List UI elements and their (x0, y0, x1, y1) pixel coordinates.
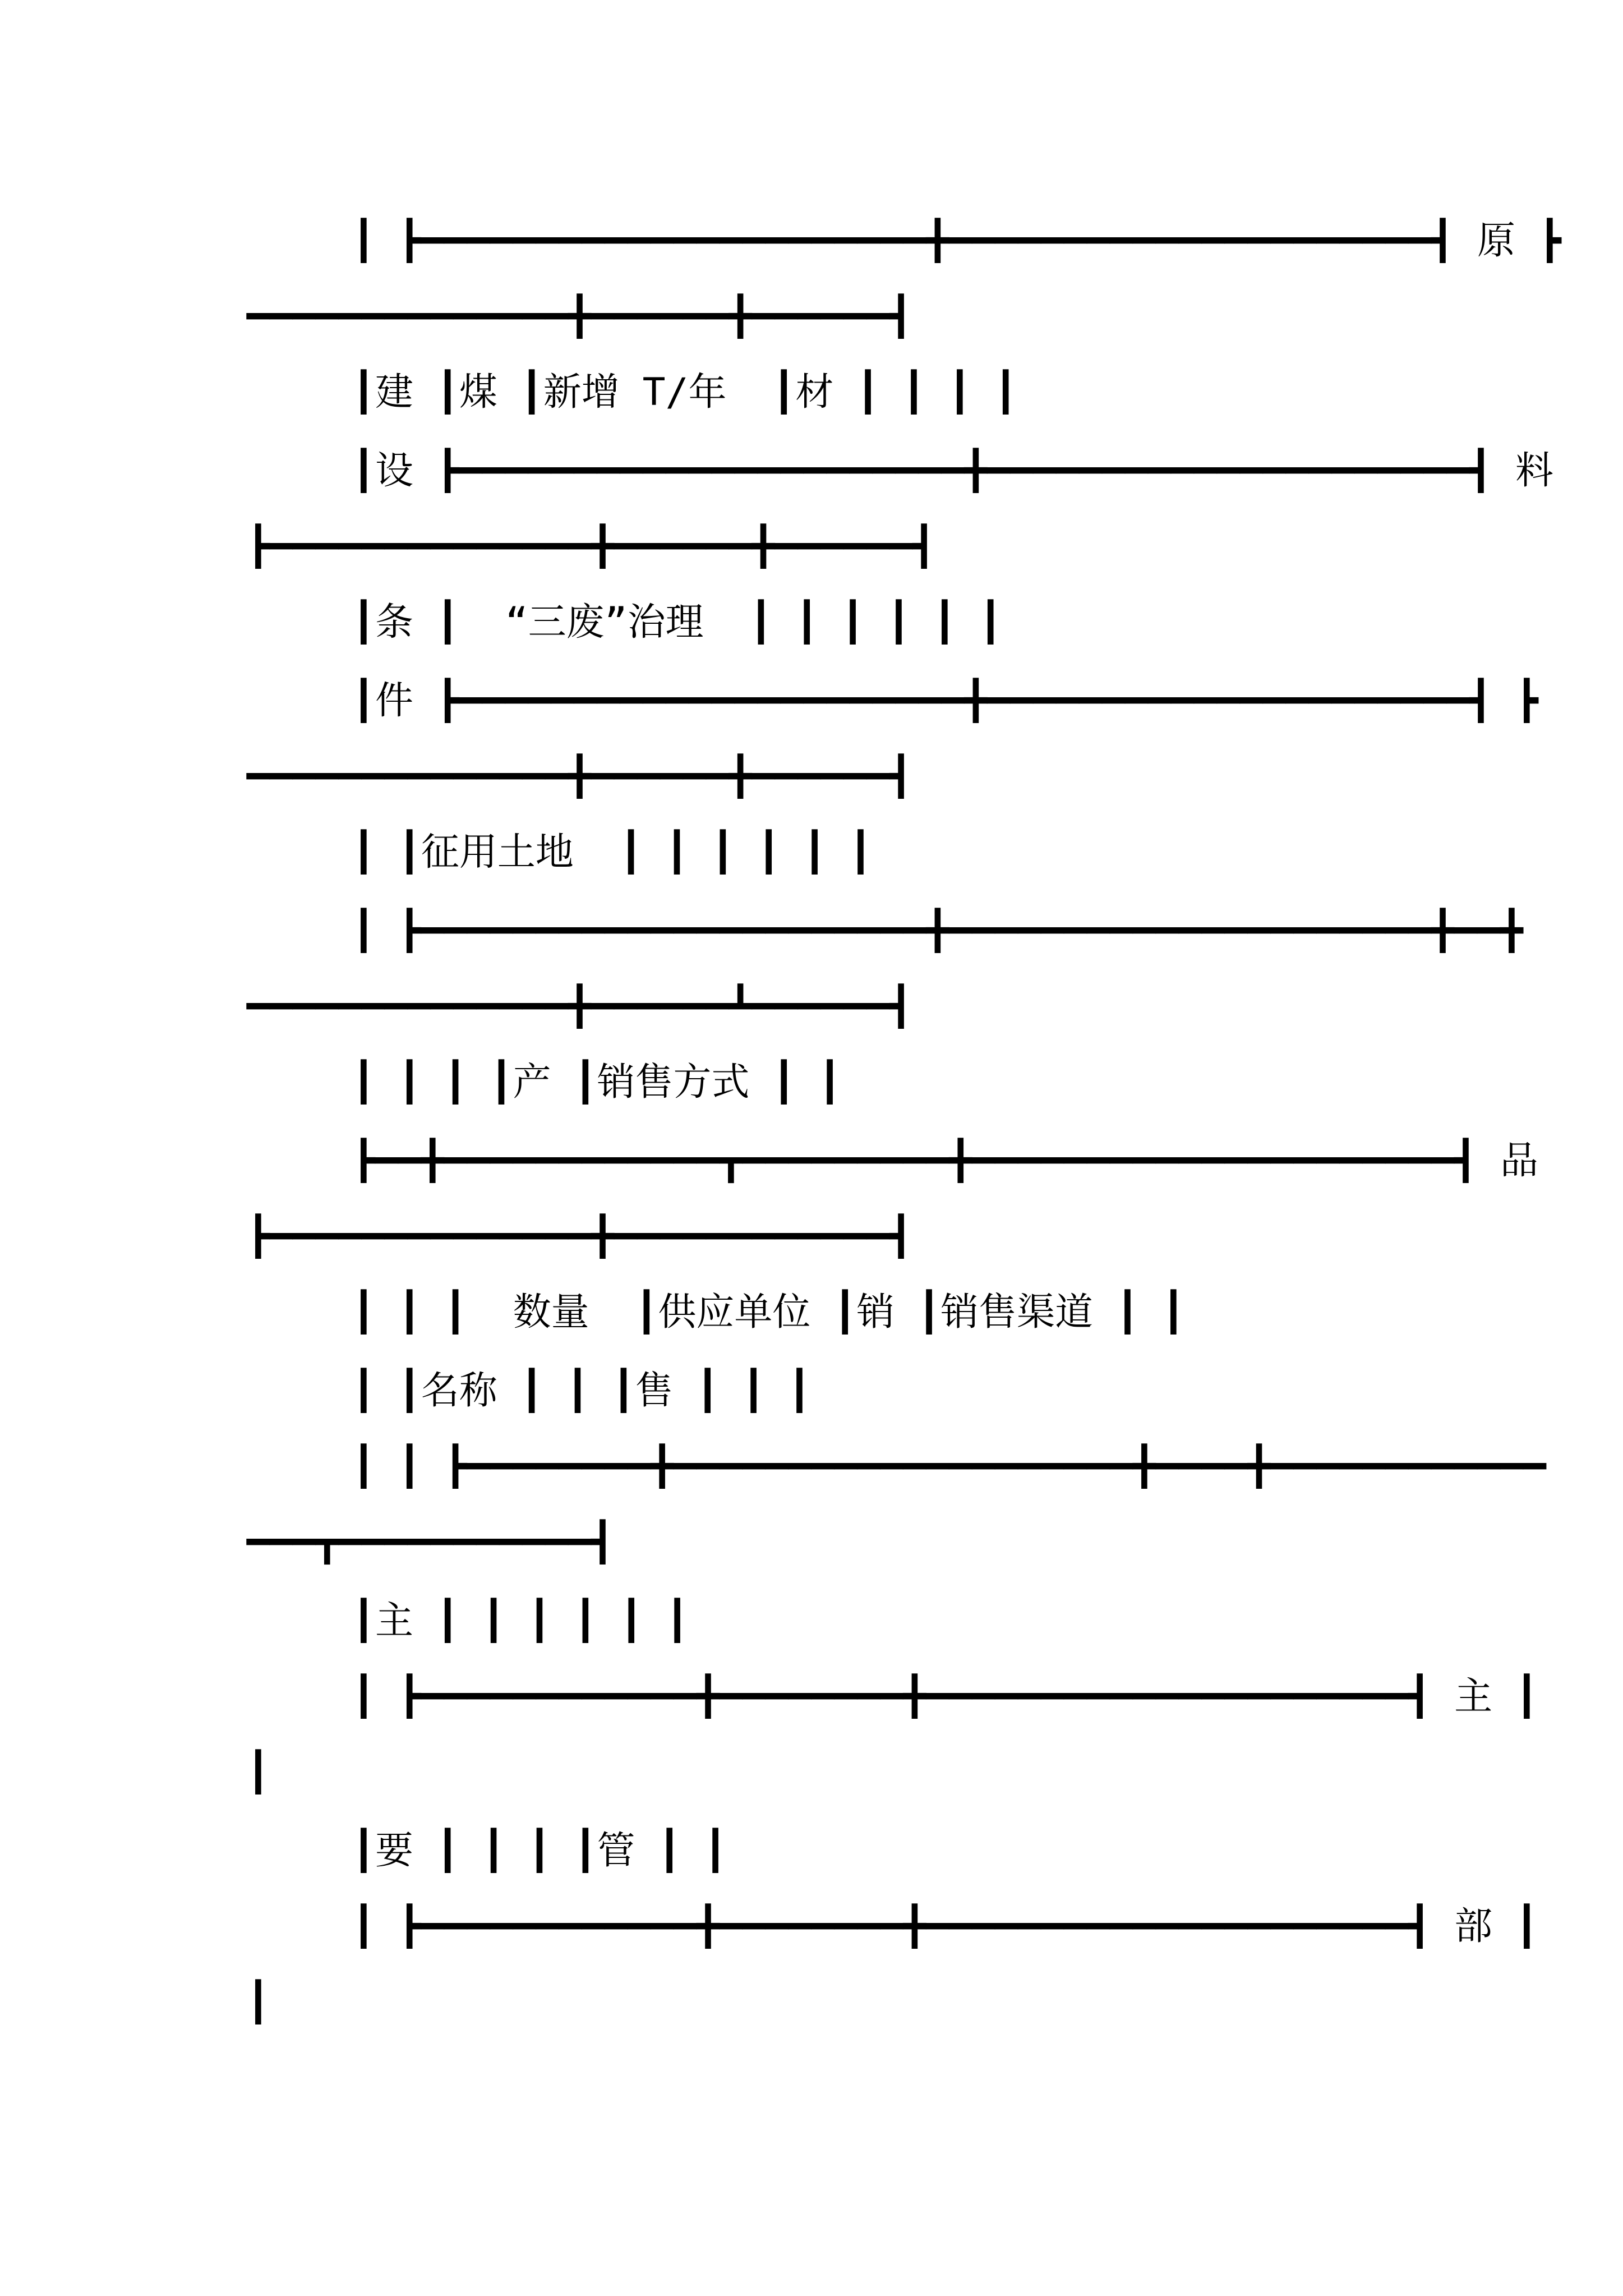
table-line-24: ┃ (247, 1980, 270, 2024)
table-line-9: ┃ ┃征用土地 ┃ ┃ ┃ ┃ ┃ ┃ (352, 830, 873, 875)
table-line-5: ┣━━━━━━━━━━━━━━╋━━━━━━╋━━━━━━┫ (247, 524, 936, 569)
table-line-6: ┃条 ┃ “三废”治理 ┃ ┃ ┃ ┃ ┃ ┃ (352, 600, 1002, 645)
table-line-4: ┃设 ┣━━━━━━━━━━━━━━━━━━━━━━╋━━━━━━━━━━━━━━━━━━━━━┫ 料 (352, 449, 1554, 493)
table-line-21: ┃ (247, 1750, 270, 1795)
table-line-14: ┣━━━━━━━━━━━━━━╋━━━━━━━━━━━━┫ (247, 1214, 913, 1259)
table-line-19: ┃主 ┃ ┃ ┃ ┃ ┃ ┃ (352, 1599, 689, 1643)
table-line-18: ━━━┳━━━━━━━━━━━┫ (247, 1520, 615, 1565)
table-line-11: ━━━━━━━━━━━━━━╋━━━━━━┻━━━━━━┫ (247, 984, 913, 1029)
table-line-22: ┃要 ┃ ┃ ┃ ┃管 ┃ ┃ (352, 1829, 727, 1873)
table-line-1: ┃ ┣━━━━━━━━━━━━━━━━━━━━━━╋━━━━━━━━━━━━━━━━━━━━━┫ 原 ┣ (352, 219, 1561, 263)
table-line-10: ┃ ┣━━━━━━━━━━━━━━━━━━━━━━╋━━━━━━━━━━━━━━━━━━━━━╋━━╋ (352, 909, 1523, 953)
table-line-8: ━━━━━━━━━━━━━━╋━━━━━━╋━━━━━━┫ (247, 754, 913, 799)
table-line-13: ┣━━╋━━━━━━━━━━━━┳━━━━━━━━━╋━━━━━━━━━━━━━━━━━━━━━┫ 品 (352, 1139, 1538, 1183)
table-line-3: ┃建 ┃煤 ┃新增 T/年 ┃材 ┃ ┃ ┃ ┃ (352, 370, 1017, 415)
table-line-17: ┃ ┃ ┣━━━━━━━━╋━━━━━━━━━━━━━━━━━━━━╋━━━━╋━━━━━━━━━━━━ (352, 1444, 1546, 1489)
table-line-15: ┃ ┃ ┃ 数量 ┃供应单位 ┃销 ┃销售渠道 ┃ ┃ (352, 1290, 1185, 1335)
table-line-16: ┃ ┃名称 ┃ ┃ ┃售 ┃ ┃ ┃ (352, 1369, 811, 1413)
table-line-2: ━━━━━━━━━━━━━━╋━━━━━━╋━━━━━━┫ (247, 295, 913, 339)
table-line-20: ┃ ┣━━━━━━━━━━━━╋━━━━━━━━╋━━━━━━━━━━━━━━━━━━━━━┫ 主 ┃ (352, 1674, 1538, 1719)
table-line-23: ┃ ┣━━━━━━━━━━━━╋━━━━━━━━╋━━━━━━━━━━━━━━━━━━━━━┫ 部 ┃ (352, 1904, 1538, 1949)
table-line-12: ┃ ┃ ┃ ┃产 ┃销售方式 ┃ ┃ (352, 1060, 842, 1105)
table-line-7: ┃件 ┣━━━━━━━━━━━━━━━━━━━━━━╋━━━━━━━━━━━━━━━━━━━━━┫ ┣ (352, 679, 1538, 723)
